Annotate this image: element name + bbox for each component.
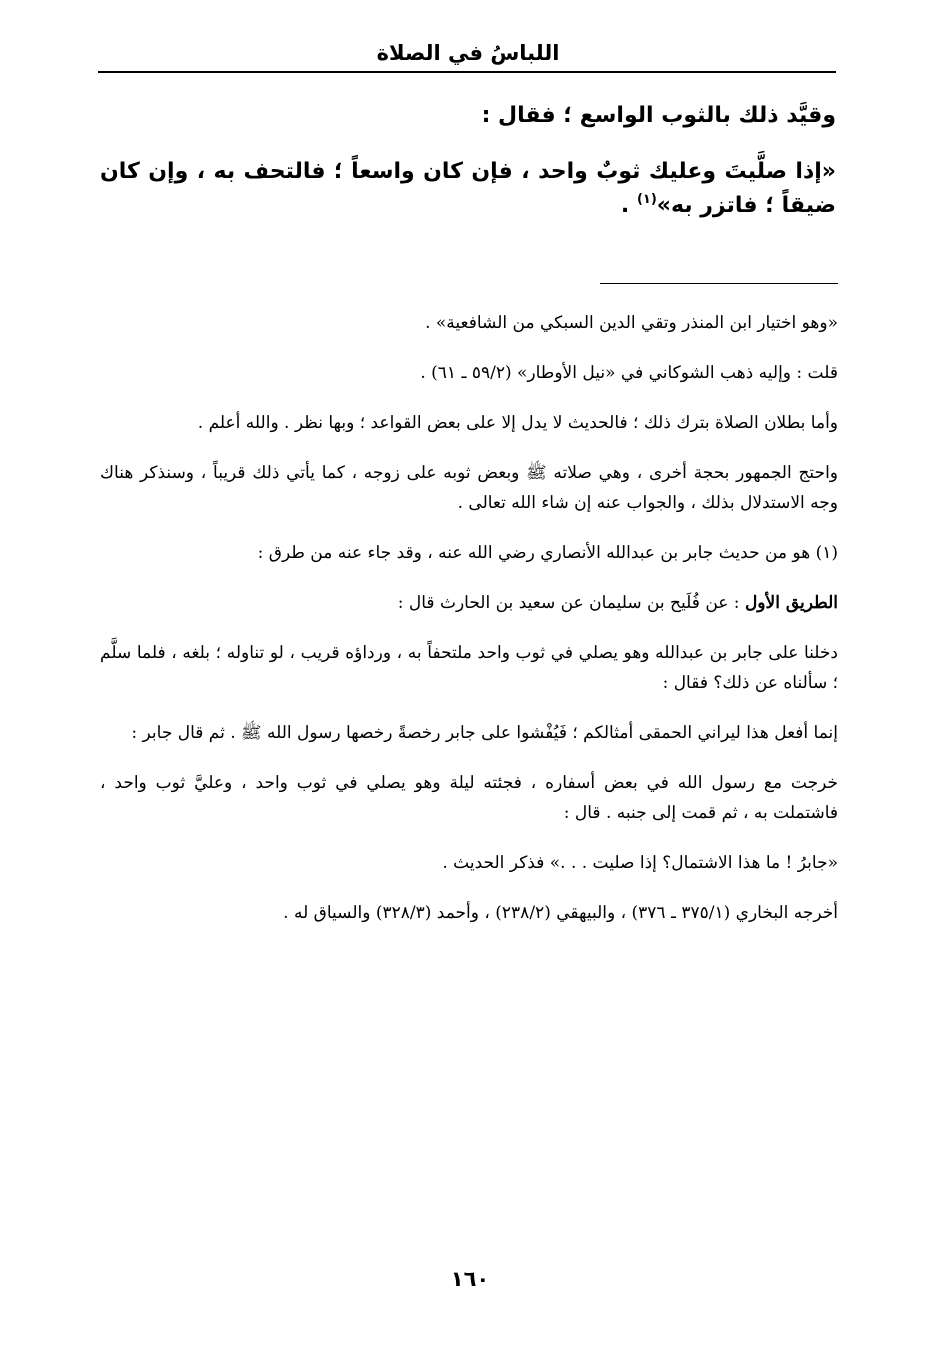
header-rule [98, 71, 836, 73]
page-number: ١٦٠ [450, 1267, 490, 1291]
note-paragraph-4: واحتج الجمهور بحجة أخرى ، وهي صلاته ﷺ وبعض ثوبه على زوجه ، كما يأتي ذلك قريباً ، وسنذكر هناك وجه الاستدلال بذلك ، والجواب عنه إن شاء الله تعالى . [100, 463, 838, 513]
footnote-1-hadith: «جابرُ ! ما هذا الاشتمال؟ إذا صليت . . .» فذكر الحديث . [442, 853, 838, 873]
footnote-1-narration: دخلنا على جابر بن عبدالله وهو يصلي في ثوب واحد ملتحفاً به ، ورداؤه قريب ، لو تناوله ؛ بلغه ، فلما سلَّم ؛ سألناه عن ذلك؟ فقال : [100, 643, 838, 693]
footnote-1-intro: (١) هو من حديث جابر بن عبدالله الأنصاري رضي الله عنه ، وقد جاء عنه من طرق : [257, 543, 838, 563]
path-text: : عن فُلَيح بن سليمان عن سعيد بن الحارث قال : [397, 593, 745, 613]
footnote-marker[interactable]: (١) [636, 192, 657, 207]
path-label: الطريق الأول [744, 593, 838, 613]
note-paragraph-3: وأما بطلان الصلاة بترك ذلك ؛ فالحديث لا يدل إلا على بعض القواعد ؛ وبها نظر . والله أعلم . [197, 413, 838, 433]
hadith-quote [100, 155, 836, 226]
notes-section [100, 308, 838, 948]
footnote-1-jabir-reply: إنما أفعل هذا ليراني الحمقى أمثالكم ؛ فَيُفْشوا على جابر رخصةً رخصها رسول الله ﷺ . ثم قال جابر : [131, 723, 838, 743]
footnote-separator [600, 283, 838, 284]
intro-line: وقيَّد ذلك بالثوب الواسع ؛ فقال : [481, 103, 836, 128]
note-paragraph-1: «وهو اختيار ابن المنذر وتقي الدين السبكي من الشافعية» . [425, 313, 838, 333]
note-paragraph-2: قلت : وإليه ذهب الشوكاني في «نيل الأوطار» (٥٩/٢ ـ ٦١) . [420, 363, 838, 383]
main-text [100, 98, 836, 226]
running-header: اللباسُ في الصلاة [376, 41, 560, 65]
hadith-end: . [620, 193, 637, 218]
footnote-1-path-1 [100, 588, 838, 618]
footnote-1-takhrij: أخرجه البخاري (٣٧٥/١ ـ ٣٧٦) ، والبيهقي (٢٣٨/٢) ، وأحمد (٣٢٨/٣) والسياق له . [283, 903, 838, 923]
footnote-1-jabir-story: خرجت مع رسول الله في بعض أسفاره ، فجئته ليلة وهو يصلي في ثوب واحد ، وعليَّ ثوب واحد ، فاشتملت به ، ثم قمت إلى جنبه . قال : [100, 773, 838, 823]
hadith-text: «إذا صلَّيتَ وعليك ثوبٌ واحد ، فإن كان واسعاً ؛ فالتحف به ، وإن كان ضيقاً ؛ فاتزر به» [100, 159, 836, 218]
